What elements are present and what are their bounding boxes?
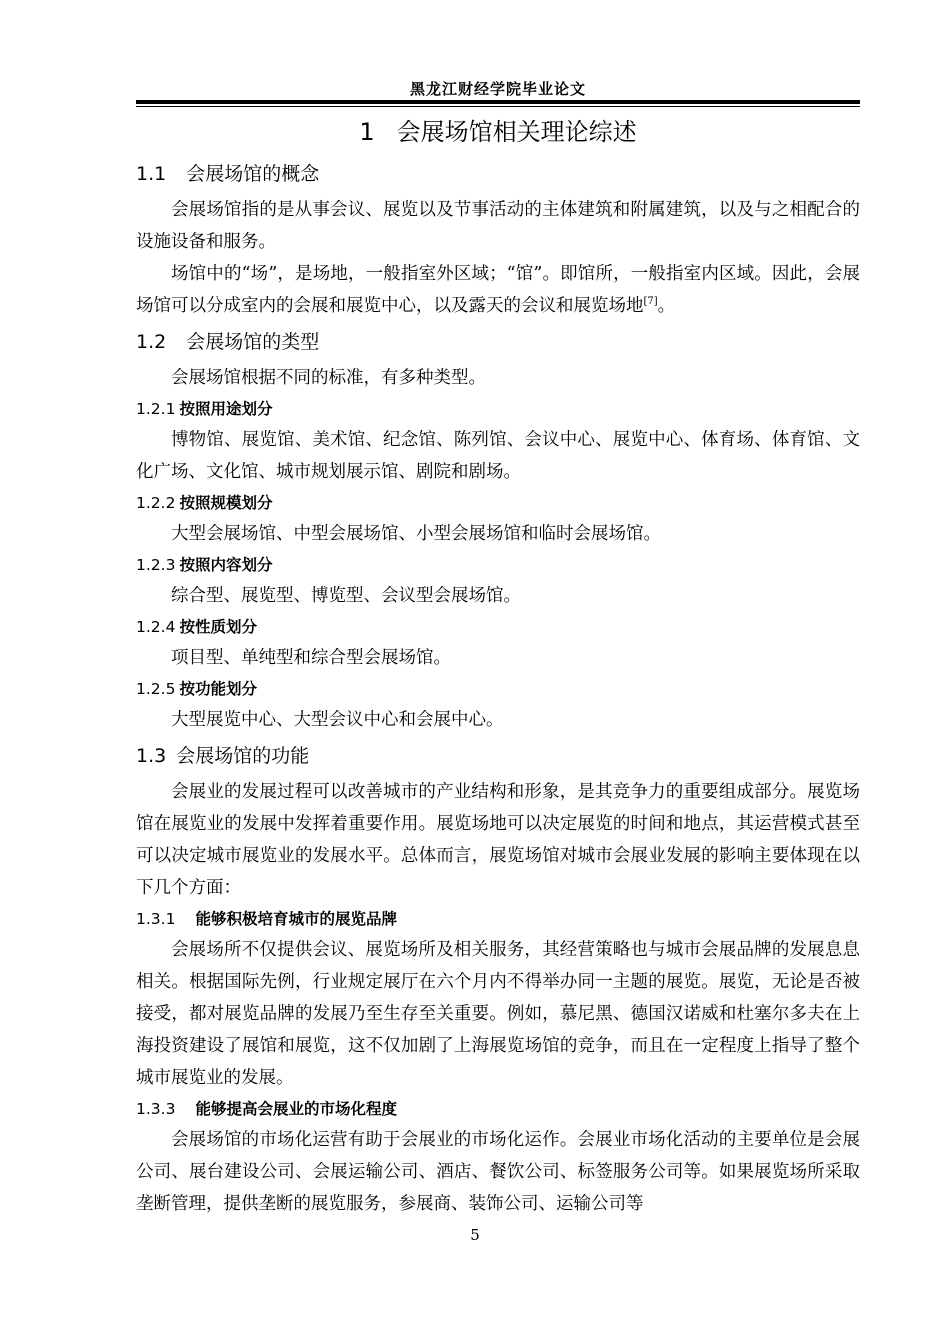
paragraph: 大型展览中心、大型会议中心和会展中心。 [171, 710, 504, 730]
paragraph: 会展场馆根据不同的标准，有多种类型。 [171, 368, 486, 388]
subsection-title: 按性质划分 [179, 618, 257, 636]
header-rule-thin [136, 106, 860, 107]
paragraph: 大型会展场馆、中型会展场馆、小型会展场馆和临时会展场馆。 [171, 524, 661, 544]
document-header: 黑龙江财经学院毕业论文 [409, 80, 586, 98]
header-rule-thick [136, 100, 860, 104]
subsection-number: 1.3.3 [136, 1100, 176, 1118]
subsection-title: 按照用途划分 [179, 400, 273, 418]
section-heading [136, 322, 860, 362]
page-number: 5 [470, 1226, 480, 1244]
section-title: 会展场馆的功能 [176, 745, 310, 767]
subsection-number: 1.2.5 [136, 680, 176, 698]
subsection-heading [136, 1094, 860, 1124]
subsection-heading [136, 674, 860, 704]
subsection-title: 按照内容划分 [179, 556, 273, 574]
section-heading [136, 736, 860, 776]
paragraph: 会展场馆的市场化运营有助于会展业的市场化运作。会展业市场化活动的主要单位是会展公司、展台建设公司、会展运输公司、酒店、餐饮公司、标签服务公司等。如果展览场所采取垄断管理，提供垄断的展览服务，参展商、装饰公司、运输公司等 [136, 1130, 860, 1214]
subsection-title: 能够积极培育城市的展览品牌 [195, 910, 397, 928]
paragraph: 会展业的发展过程可以改善城市的产业结构和形象，是其竞争力的重要组成部分。展览场馆在展览业的发展中发挥着重要作用。展览场地可以决定展览的时间和地点，其运营模式甚至可以决定城市展览业的发展水平。总体而言，展览场馆对城市会展业发展的影响主要体现在以下几个方面： [136, 782, 860, 898]
subsection-number: 1.2.2 [136, 494, 176, 512]
chapter-number: 1 [359, 118, 375, 146]
paragraph-text: 场馆中的“场”，是场地，一般指室外区域；“馆”。即馆所，一般指室内区域。因此，会展场馆可以分成室内的会展和展览中心，以及露天的会议和展览场地 [136, 264, 860, 316]
subsection-number: 1.2.4 [136, 618, 176, 636]
section-number: 1.2 [136, 331, 167, 353]
paragraph: 会展场所不仅提供会议、展览场所及相关服务，其经营策略也与城市会展品牌的发展息息相关。根据国际先例，行业规定展厅在六个月内不得举办同一主题的展览。展览，无论是否被接受，都对展览品牌的发展乃至生存至关重要。例如，慕尼黑、德国汉诺威和杜塞尔多夫在上海投资建设了展馆和展览，这不仅加剧了上海展览场馆的竞争，而且在一定程度上指导了整个城市展览业的发展。 [136, 940, 860, 1088]
paragraph-tail: 。 [657, 296, 676, 316]
paragraph: 项目型、单纯型和综合型会展场馆。 [171, 648, 451, 668]
subsection-heading [136, 550, 860, 580]
section-number: 1.3 [136, 745, 167, 767]
subsection-heading [136, 904, 860, 934]
paragraph [136, 258, 860, 322]
subsection-title: 能够提高会展业的市场化程度 [195, 1100, 397, 1118]
paragraph: 会展场馆指的是从事会议、展览以及节事活动的主体建筑和附属建筑，以及与之相配合的设施设备和服务。 [136, 200, 860, 252]
subsection-heading [136, 394, 860, 424]
page-body [136, 112, 860, 1220]
subsection-heading [136, 612, 860, 642]
section-heading [136, 154, 860, 194]
subsection-number: 1.3.1 [136, 910, 176, 928]
chapter-title [136, 112, 860, 152]
subsection-heading [136, 488, 860, 518]
section-title: 会展场馆的概念 [186, 163, 320, 185]
citation: [7] [643, 296, 658, 308]
paragraph: 综合型、展览型、博览型、会议型会展场馆。 [171, 586, 521, 606]
subsection-title: 按照规模划分 [179, 494, 273, 512]
subsection-number: 1.2.3 [136, 556, 176, 574]
subsection-title: 按功能划分 [179, 680, 257, 698]
section-title: 会展场馆的类型 [186, 331, 320, 353]
subsection-number: 1.2.1 [136, 400, 176, 418]
chapter-title-text: 会展场馆相关理论综述 [396, 118, 637, 146]
paragraph: 博物馆、展览馆、美术馆、纪念馆、陈列馆、会议中心、展览中心、体育场、体育馆、文化广场、文化馆、城市规划展示馆、剧院和剧场。 [136, 430, 860, 482]
section-number: 1.1 [136, 163, 167, 185]
